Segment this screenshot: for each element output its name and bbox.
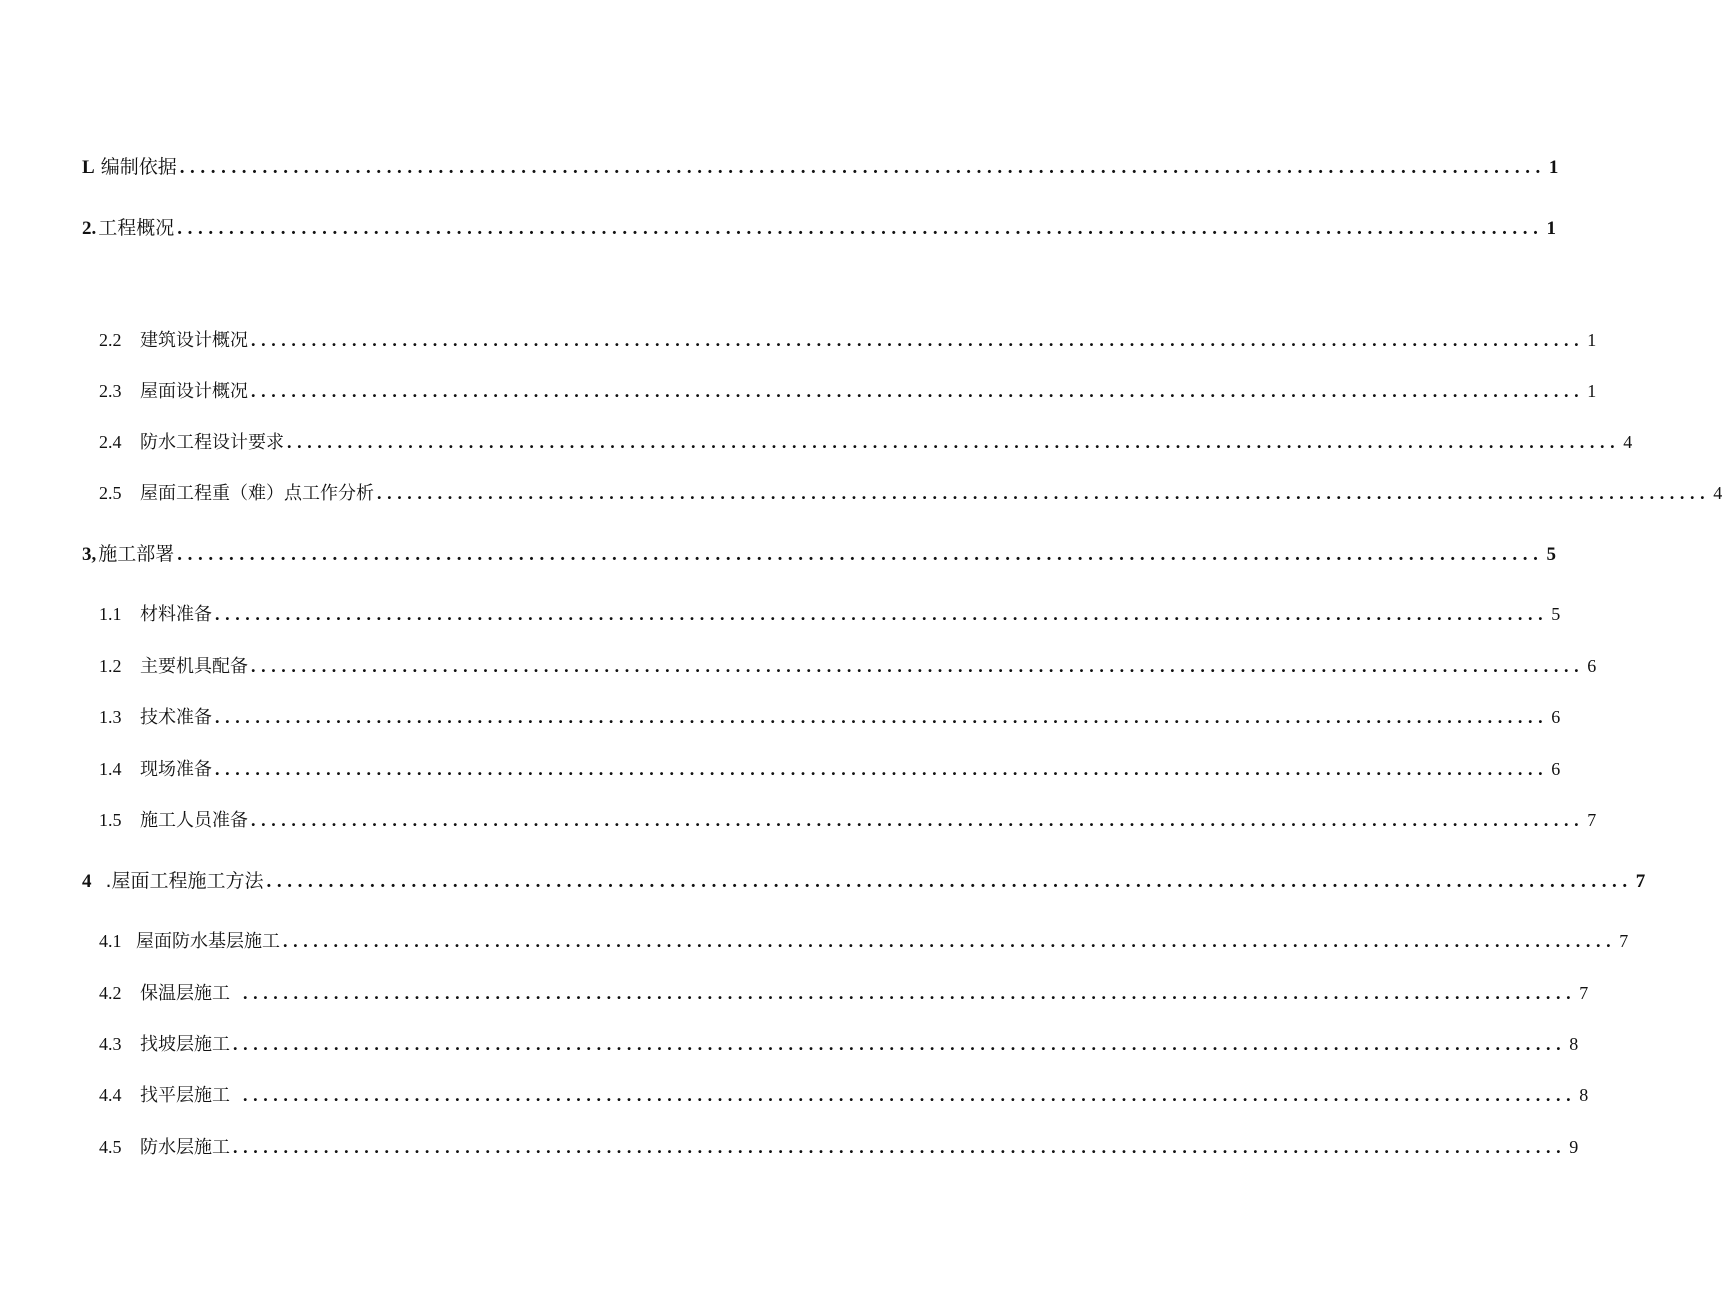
toc-entry-title: 工程概况 bbox=[98, 217, 175, 239]
toc-entry-title: 屋面工程重（难）点工作分析 bbox=[140, 483, 374, 504]
toc-page-number: 1 bbox=[1548, 157, 1559, 178]
toc-entry-1-3[interactable] bbox=[99, 707, 1561, 728]
toc-entry-title: 施工部署 bbox=[98, 543, 175, 565]
toc-entry-number: 2.4 bbox=[99, 432, 122, 452]
toc-dot-leader: .................................................................................................................................... bbox=[377, 483, 1711, 503]
toc-dot-leader: .................................................................................................................................... bbox=[243, 1085, 1577, 1105]
toc-entry-title: 现场准备 bbox=[140, 759, 212, 780]
toc-page-number: 4 bbox=[1713, 483, 1722, 503]
toc-entry-1-4[interactable] bbox=[99, 759, 1561, 780]
toc-dot-leader: .................................................................................................................................... bbox=[179, 157, 1546, 178]
toc-entry-2-2[interactable] bbox=[99, 330, 1597, 351]
toc-page-number: 5 bbox=[1546, 544, 1556, 565]
toc-entry-title: 主要机具配备 bbox=[140, 656, 248, 677]
toc-entry-title: 技术准备 bbox=[140, 707, 212, 728]
toc-entry-1-2[interactable] bbox=[99, 656, 1597, 677]
toc-entry-number: 1.1 bbox=[99, 604, 122, 624]
toc-entry-2-3[interactable] bbox=[99, 381, 1597, 402]
toc-entry-number: 2.3 bbox=[99, 381, 122, 401]
toc-entry-2-4[interactable] bbox=[99, 432, 1633, 453]
toc-entry-number: 4.4 bbox=[99, 1085, 122, 1105]
toc-page-number: 4 bbox=[1623, 432, 1633, 452]
toc-entry-4-3[interactable] bbox=[99, 1034, 1579, 1055]
toc-entry-1-1[interactable] bbox=[99, 604, 1561, 625]
toc-entry-title: 屋面设计概况 bbox=[140, 381, 248, 402]
toc-dot-leader: .................................................................................................................................... bbox=[215, 759, 1549, 779]
toc-page-number: 7 bbox=[1579, 983, 1589, 1003]
toc-entry-1-5[interactable] bbox=[99, 810, 1597, 831]
toc-entry-4-4[interactable] bbox=[99, 1085, 1589, 1106]
toc-entry-number: 1.2 bbox=[99, 656, 122, 676]
toc-entry-4-2[interactable] bbox=[99, 983, 1589, 1004]
toc-entry-number: 1.5 bbox=[99, 810, 122, 830]
toc-entry-number: L bbox=[82, 157, 95, 178]
toc-dot-leader: .................................................................................................................................... bbox=[233, 1137, 1567, 1157]
toc-dot-leader: .................................................................................................................................... bbox=[177, 218, 1544, 239]
toc-dot-leader: .................................................................................................................................... bbox=[251, 330, 1585, 350]
toc-entry-number: 3, bbox=[82, 544, 97, 565]
toc-page-number: 7 bbox=[1619, 931, 1629, 951]
toc-dot-leader: .................................................................................................................................... bbox=[243, 983, 1577, 1003]
toc-entry-4-5[interactable] bbox=[99, 1137, 1579, 1158]
toc-entry-number: 4.5 bbox=[99, 1137, 122, 1157]
toc-entry-number: 4 bbox=[82, 871, 92, 892]
toc-entry-1[interactable] bbox=[82, 156, 1559, 178]
toc-entry-number: 2.5 bbox=[99, 483, 122, 503]
toc-page-number: 7 bbox=[1587, 810, 1597, 830]
toc-dot-leader: .................................................................................................................................... bbox=[177, 544, 1544, 565]
toc-entry-2[interactable] bbox=[82, 217, 1556, 239]
toc-entry-number: 2. bbox=[82, 218, 97, 239]
toc-entry-title: .屋面工程施工方法 bbox=[105, 870, 264, 892]
toc-dot-leader: .................................................................................................................................... bbox=[251, 810, 1585, 830]
toc-page-number: 1 bbox=[1587, 381, 1597, 401]
toc-dot-leader: .................................................................................................................................... bbox=[215, 707, 1549, 727]
toc-page-number: 6 bbox=[1551, 707, 1561, 727]
toc-page-number: 1 bbox=[1587, 330, 1597, 350]
toc-entry-4-1[interactable] bbox=[99, 931, 1629, 952]
toc-entry-title: 防水层施工 bbox=[140, 1137, 230, 1158]
toc-dot-leader: .................................................................................................................................... bbox=[287, 432, 1621, 452]
toc-entry-title: 找平层施工 bbox=[140, 1085, 230, 1106]
toc-entry-number: 2.2 bbox=[99, 330, 122, 350]
toc-dot-leader: .................................................................................................................................... bbox=[251, 381, 1585, 401]
toc-dot-leader: .................................................................................................................................... bbox=[233, 1034, 1567, 1054]
toc-entry-title: 编制依据 bbox=[100, 156, 177, 178]
toc-entry-2-5[interactable] bbox=[99, 483, 1722, 504]
toc-page-number: 6 bbox=[1587, 656, 1597, 676]
toc-page-number: 1 bbox=[1546, 218, 1556, 239]
toc-entry-title: 找坡层施工 bbox=[140, 1034, 230, 1055]
toc-entry-number: 4.3 bbox=[99, 1034, 122, 1054]
toc-entry-title: 建筑设计概况 bbox=[140, 330, 248, 351]
toc-entry-number: 1.3 bbox=[99, 707, 122, 727]
toc-entry-title: 材料准备 bbox=[140, 604, 212, 625]
toc-page-number: 6 bbox=[1551, 759, 1561, 779]
toc-entry-4[interactable] bbox=[82, 870, 1646, 892]
toc-entry-title: 防水工程设计要求 bbox=[140, 432, 284, 453]
toc-entry-title: 屋面防水基层施工 bbox=[136, 931, 280, 952]
toc-dot-leader: .................................................................................................................................... bbox=[215, 604, 1549, 624]
toc-dot-leader: .................................................................................................................................... bbox=[283, 931, 1617, 951]
toc-entry-title: 施工人员准备 bbox=[140, 810, 248, 831]
toc-page-number: 8 bbox=[1569, 1034, 1579, 1054]
toc-entry-number: 4.1 bbox=[99, 931, 122, 951]
toc-page-number: 7 bbox=[1635, 871, 1646, 892]
toc-page-number: 8 bbox=[1579, 1085, 1589, 1105]
toc-entry-3[interactable] bbox=[82, 543, 1556, 565]
toc-dot-leader: .................................................................................................................................... bbox=[251, 656, 1585, 676]
toc-dot-leader: .................................................................................................................................... bbox=[266, 871, 1633, 892]
toc-page-number: 9 bbox=[1569, 1137, 1579, 1157]
toc-page-number: 5 bbox=[1551, 604, 1561, 624]
toc-entry-number: 1.4 bbox=[99, 759, 122, 779]
toc-entry-title: 保温层施工 bbox=[140, 983, 230, 1004]
toc-entry-number: 4.2 bbox=[99, 983, 122, 1003]
